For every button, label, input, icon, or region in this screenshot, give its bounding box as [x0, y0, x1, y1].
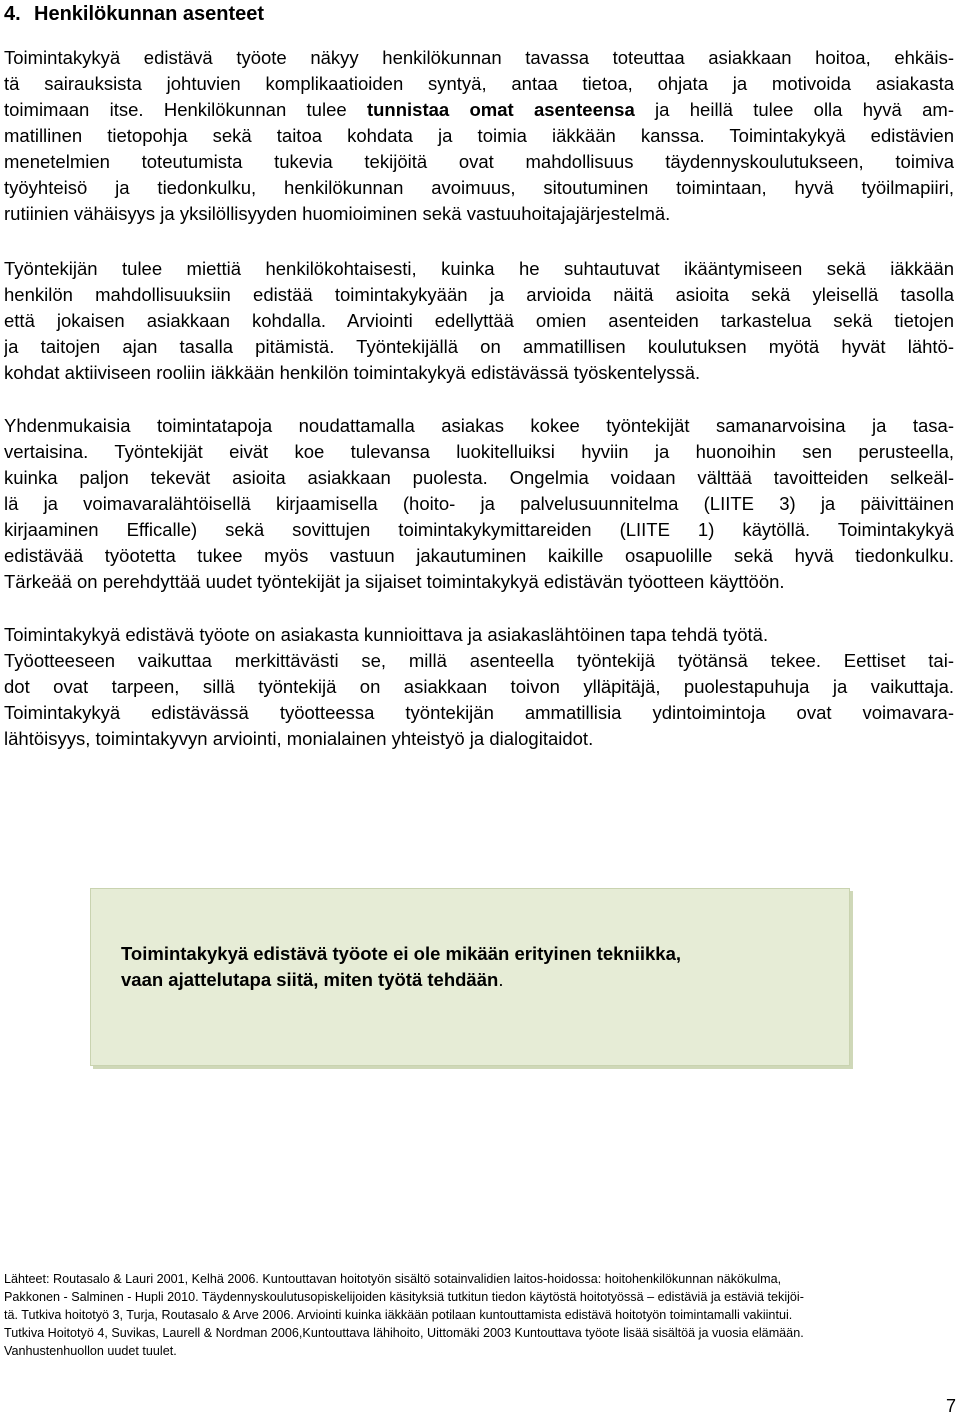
reference-line: Pakkonen - Salminen - Hupli 2010. Täydennyskoulutusopiskelijoiden käsityksiä tutkitun tiedon käytöstä hoitotyössä – edistäviä ja estäviä tekijöi- [4, 1290, 804, 1304]
paragraph-3-line: Tärkeää on perehdyttää uudet työntekijät ja sijaiset toimintakykyä edistävän työotteen käyttöön. [4, 571, 785, 592]
paragraph-3-line: edistävää työotetta tukee myös vastuun jakautuminen kaikille osapuolille sekä hyvä tiedonkulku. [4, 545, 954, 566]
callout-box [90, 888, 850, 1066]
paragraph-4-line: Toimintakykyä edistävässä työotteessa työntekijän ammatillisia ydintoimintoja ovat voimavara- [4, 702, 954, 723]
paragraph-1-line: työyhteisö ja tiedonkulku, henkilökunnan avoimuus, sitoutuminen toimintaan, hyvä työilmapiiri, [4, 177, 954, 198]
callout-period: . [498, 969, 504, 990]
paragraph-1-line: menetelmien toteutumista tukevia tekijöitä ovat mahdollisuus täydennyskoulutukseen, toimiva [4, 151, 954, 172]
paragraph-1 [4, 45, 954, 227]
section-title: Henkilökunnan asenteet [34, 3, 265, 25]
page-number: 7 [945, 1396, 956, 1416]
paragraph-4-line: Toimintakykyä edistävä työote on asiakasta kunnioittava ja asiakaslähtöinen tapa tehdä työtä. [4, 624, 769, 645]
callout-text [121, 941, 849, 993]
callout-line: Toimintakykyä edistävä työote ei ole mikään erityinen tekniikka, [121, 943, 682, 964]
paragraph-3-line: kuinka paljon tekevät asioita asiakkaan puolesta. Ongelmia voidaan välttää tavoitteiden selkeäl- [4, 467, 954, 488]
paragraph-4 [4, 622, 954, 752]
section-heading [4, 2, 264, 26]
callout-emphasis: vaan ajattelutapa siitä, miten työtä tehdään [121, 969, 499, 990]
reference-line: Tutkiva Hoitotyö 4, Suvikas, Laurell & Nordman 2006,Kuntouttava lähihoito, Uittomäki 2003 Kuntouttava työote lisää sisältöä ja vuosia elämään. [4, 1326, 804, 1340]
paragraph-1-text: matillinen tietopohja sekä taitoa kohdata ja toimia iäkkään kanssa. [4, 125, 730, 146]
paragraph-1-line: Toimintakykyä edistävä työote näkyy henkilökunnan tavassa toteuttaa asiakkaan hoitoa, ehkäis- [4, 47, 954, 68]
callout-line [121, 967, 849, 993]
section-number: 4. [4, 3, 21, 25]
paragraph-1-line [4, 123, 954, 149]
paragraph-2-line: että jokaisen asiakkaan kohdalla. Arviointi edellyttää omien asenteiden tarkastelua sekä tietojen [4, 310, 954, 331]
paragraph-1-line [4, 97, 954, 123]
paragraph-2-line: Työntekijän tulee miettiä henkilökohtaisesti, kuinka he suhtautuvat ikääntymiseen sekä iäkkään [4, 258, 954, 279]
reference-line: tä. Tutkiva hoitotyö 3, Turja, Routasalo & Arve 2006. Arviointi kuinka iäkkään potilaan kuntouttamista edistävä hoitotyön toimintamalli vakiintui. [4, 1308, 793, 1322]
paragraph-4-line: dot ovat tarpeen, sillä työntekijä on asiakkaan toivon ylläpitäjä, puolestapuhuja ja vaikuttaja. [4, 676, 954, 697]
emphasis-text: tunnistaa omat asenteensa [366, 99, 635, 120]
paragraph-3-line: lä ja voimavaralähtöisellä kirjaamisella (hoito- ja palvelusuunnitelma (LIITE 3) ja päivittäinen [4, 493, 954, 514]
paragraph-2-line: ja taitojen ajan tasalla pitämistä. Työntekijällä on ammatillisen koulutuksen myötä hyvät lähtö- [4, 336, 954, 357]
reference-line: Lähteet: Routasalo & Lauri 2001, Kelhä 2006. Kuntouttavan hoitotyön sisältö sotainvalidien laitos-hoidossa: hoitohenkilökunnan näkökulma, [4, 1272, 782, 1286]
paragraph-1-line: rutiinien vähäisyys ja yksilöllisyyden huomioiminen sekä vastuuhoitajajärjestelmä. [4, 203, 671, 224]
paragraph-3-line: vertaisina. Työntekijät eivät koe tulevansa luokitelluiksi hyviin ja huonoihin sen perusteella, [4, 441, 954, 462]
paragraph-4-line: Työotteeseen vaikuttaa merkittävästi se, millä asenteella työntekijä työtänsä tekee. Eettiset tai- [4, 650, 954, 671]
paragraph-1-line: tä sairauksista johtuvien komplikaatioiden syntyä, antaa tietoa, ohjata ja motivoida asiakasta [4, 73, 954, 94]
reference-line: Vanhustenhuollon uudet tuulet. [4, 1344, 177, 1358]
paragraph-2-line: henkilön mahdollisuuksiin edistää toimintakykyään ja arvioida näitä asioita sekä yleisellä tasolla [4, 284, 954, 305]
paragraph-4-line: lähtöisyys, toimintakyvyn arviointi, monialainen yhteistyö ja dialogitaidot. [4, 728, 594, 749]
paragraph-2-line: kohdat aktiiviseen rooliin iäkkään henkilön toimintakykyä edistävässä työskentelyssä. [4, 362, 701, 383]
paragraph-3 [4, 413, 954, 595]
paragraph-1-text: toimimaan itse. Henkilökunnan tulee [4, 99, 367, 120]
paragraph-3-line: Yhdenmukaisia toimintatapoja noudattamalla asiakas kokee työntekijät samanarvoisina ja tasa- [4, 415, 954, 436]
paragraph-3-line: kirjaaminen Efficalle) sekä sovittujen toimintakykymittareiden (LIITE 1) käytöllä. Toimintakykyä [4, 519, 954, 540]
paragraph-1-text: Toimintakykyä edistävien [729, 125, 954, 146]
paragraph-2 [4, 256, 954, 386]
references [4, 1270, 954, 1360]
paragraph-1-text: ja heillä tulee olla hyvä am- [634, 99, 954, 120]
